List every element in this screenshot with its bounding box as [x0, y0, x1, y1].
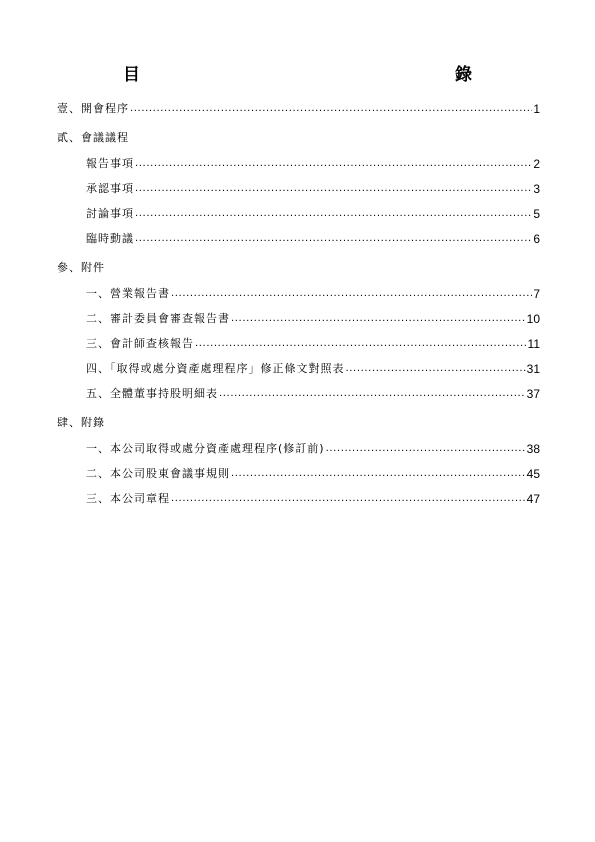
toc-section-heading: 參、附件	[57, 261, 105, 274]
toc-section-3	[57, 260, 540, 401]
toc-entry[interactable]	[57, 376, 540, 401]
dot-leader	[346, 362, 526, 376]
toc-entry[interactable]	[57, 301, 540, 326]
toc-entry-page: 7	[533, 287, 540, 301]
toc-entry-label: 二、本公司股東會議事規則	[86, 467, 230, 480]
toc-section-heading: 肆、附錄	[57, 416, 105, 429]
toc-entry[interactable]	[57, 351, 540, 376]
dot-leader	[171, 492, 526, 506]
toc-entry[interactable]	[57, 196, 540, 221]
toc-entry-label: 承認事項	[86, 182, 134, 195]
toc-entry-page: 11	[527, 337, 540, 351]
toc-entry-page: 6	[533, 232, 540, 246]
toc-entry-label: 壹、開會程序	[57, 102, 129, 115]
toc-entry[interactable]	[57, 100, 540, 116]
toc-section-2	[57, 130, 540, 246]
toc-entry[interactable]	[57, 146, 540, 171]
toc-section-4	[57, 415, 540, 506]
toc-entry-label: 五、全體董事持股明細表	[86, 387, 218, 400]
toc-entry-page: 47	[526, 492, 540, 506]
toc-entry[interactable]	[57, 221, 540, 246]
toc-entry-label: 四、「取得或處分資產處理程序」修正條文對照表	[86, 362, 345, 375]
toc-entry-page: 1	[533, 102, 540, 116]
dot-leader	[219, 387, 526, 401]
page-title: 目 錄	[123, 65, 538, 85]
toc-entry-page: 2	[533, 157, 540, 171]
dot-leader	[171, 287, 532, 301]
toc-entry[interactable]	[57, 326, 540, 351]
toc-entry-page: 38	[526, 442, 540, 456]
dot-leader	[130, 102, 532, 116]
toc-entry[interactable]	[57, 171, 540, 196]
toc-entry[interactable]	[57, 276, 540, 301]
toc-entry-label: 三、會計師查核報告	[86, 337, 194, 350]
dot-leader	[135, 232, 532, 246]
dot-leader	[326, 442, 526, 456]
toc-entry-label: 一、本公司取得或處分資產處理程序(修訂前)	[86, 442, 325, 455]
toc-section-1	[57, 100, 540, 116]
toc-entry-page: 5	[533, 207, 540, 221]
toc-entry-label: 臨時動議	[86, 232, 134, 245]
toc-entry-label: 報告事項	[86, 157, 134, 170]
dot-leader	[231, 312, 526, 326]
dot-leader	[135, 157, 532, 171]
toc-entry[interactable]	[57, 456, 540, 481]
dot-leader	[195, 337, 527, 351]
toc-entry-label: 討論事項	[86, 207, 134, 220]
toc-entry-page: 45	[526, 467, 540, 481]
toc-entry-label: 一、營業報告書	[86, 287, 170, 300]
dot-leader	[231, 467, 526, 481]
toc-entry-label: 三、本公司章程	[86, 492, 170, 505]
toc-entry-page: 10	[526, 312, 540, 326]
toc-entry[interactable]	[57, 431, 540, 456]
toc-entry-page: 37	[526, 387, 540, 401]
toc-entry-page: 31	[526, 362, 540, 376]
toc-entry[interactable]	[57, 481, 540, 506]
table-of-contents	[57, 100, 540, 520]
dot-leader	[135, 182, 532, 196]
toc-section-heading: 貳、會議議程	[57, 131, 129, 144]
dot-leader	[135, 207, 532, 221]
toc-entry-page: 3	[533, 182, 540, 196]
toc-entry-label: 二、審計委員會審查報告書	[86, 312, 230, 325]
